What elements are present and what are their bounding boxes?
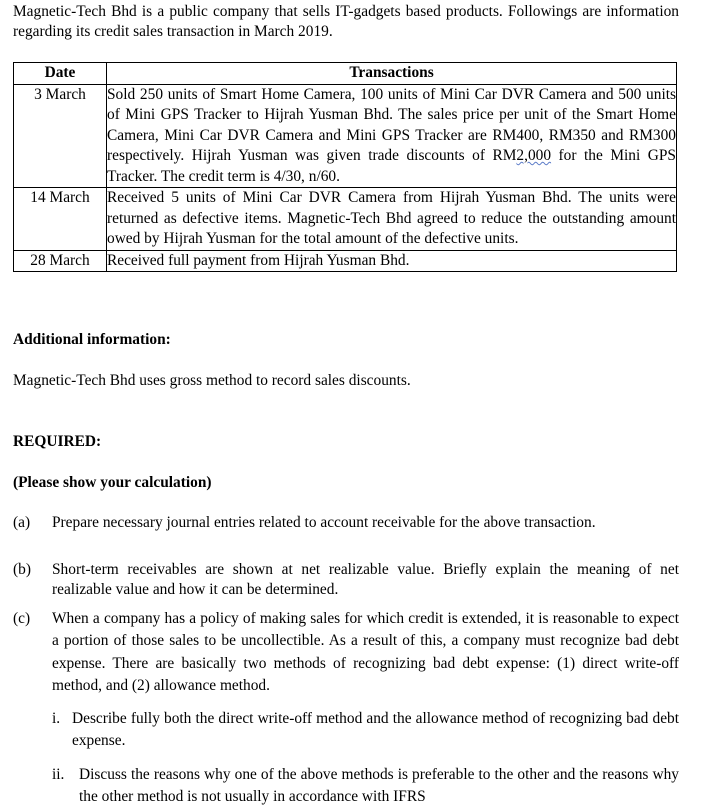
table-header-row <box>14 63 677 85</box>
calculation-note: (Please show your calculation) <box>13 474 212 491</box>
question-label: (b) <box>13 561 31 578</box>
subquestion-label: ii. <box>52 766 65 783</box>
additional-info-heading: Additional information: <box>13 331 171 348</box>
question-label: (c) <box>13 610 31 627</box>
row-date: 28 March <box>14 250 107 272</box>
row-transaction: Received 5 units of Mini Car DVR Camera from Hijrah Yusman Bhd. The units were returned as defective items. Magnetic-Tech Bhd agreed to reduce the outstanding amount owed by Hijrah Yusman for the total amount of the defective units. <box>107 188 677 251</box>
question-text: Short-term receivables are shown at net realizable value. Briefly explain the meaning of net realizable value and how it can be determined. <box>52 561 679 598</box>
subquestion-label: i. <box>52 710 61 727</box>
row-date: 14 March <box>14 188 107 251</box>
question-label: (a) <box>13 514 31 531</box>
subquestion-text: Describe fully both the direct write-off method and the allowance method of recognizing bad debt expense. <box>72 710 679 749</box>
row-transaction: Received full payment from Hijrah Yusman Bhd. <box>107 250 677 272</box>
question-text: Prepare necessary journal entries related to account receivable for the above transaction. <box>52 514 596 531</box>
required-heading: REQUIRED: <box>13 433 102 450</box>
transaction-text: Sold 250 units of Smart Home Camera, 100 units of Mini Car DVR Camera and 500 units of Mini GPS Tracker to Hijrah Yusman Bhd. The sales price per unit of the Smart Home Camera, Mini Car DVR Camera and Mini GPS Tracker are RM400, RM350 and RM300 respectively. Hijrah Yusman was given trade discounts of RM <box>107 85 676 164</box>
row-transaction <box>107 84 677 188</box>
spellcheck-marked-amount: 2,000 <box>516 147 552 164</box>
row-date: 3 March <box>14 84 107 188</box>
table-row <box>14 250 677 272</box>
additional-info-text: Magnetic-Tech Bhd uses gross method to record sales discounts. <box>13 372 411 389</box>
table-row <box>14 188 677 251</box>
question-text: When a company has a policy of making sales for which credit is extended, it is reasonable to expect a portion of those sales to be uncollectible. As a result of this, a company must recognize bad debt expense. There are basically two methods of recognizing bad debt expense: (1) direct write-off method, and (2) allowance method. <box>52 610 679 694</box>
subquestion-text: Discuss the reasons why one of the above methods is preferable to the other and the reasons why the other method is not usually in accordance with IFRS <box>79 766 679 805</box>
header-date: Date <box>14 63 107 85</box>
transaction-text: for the Mini GPS Tracker. The credit term is 4/30, n/60. <box>107 147 676 185</box>
header-transactions: Transactions <box>107 63 677 85</box>
table-row <box>14 84 677 188</box>
intro-paragraph: Magnetic-Tech Bhd is a public company that sells IT-gadgets based products. Followings are information regarding its credit sales transaction in March 2019. <box>13 3 679 40</box>
transactions-table <box>13 62 677 272</box>
